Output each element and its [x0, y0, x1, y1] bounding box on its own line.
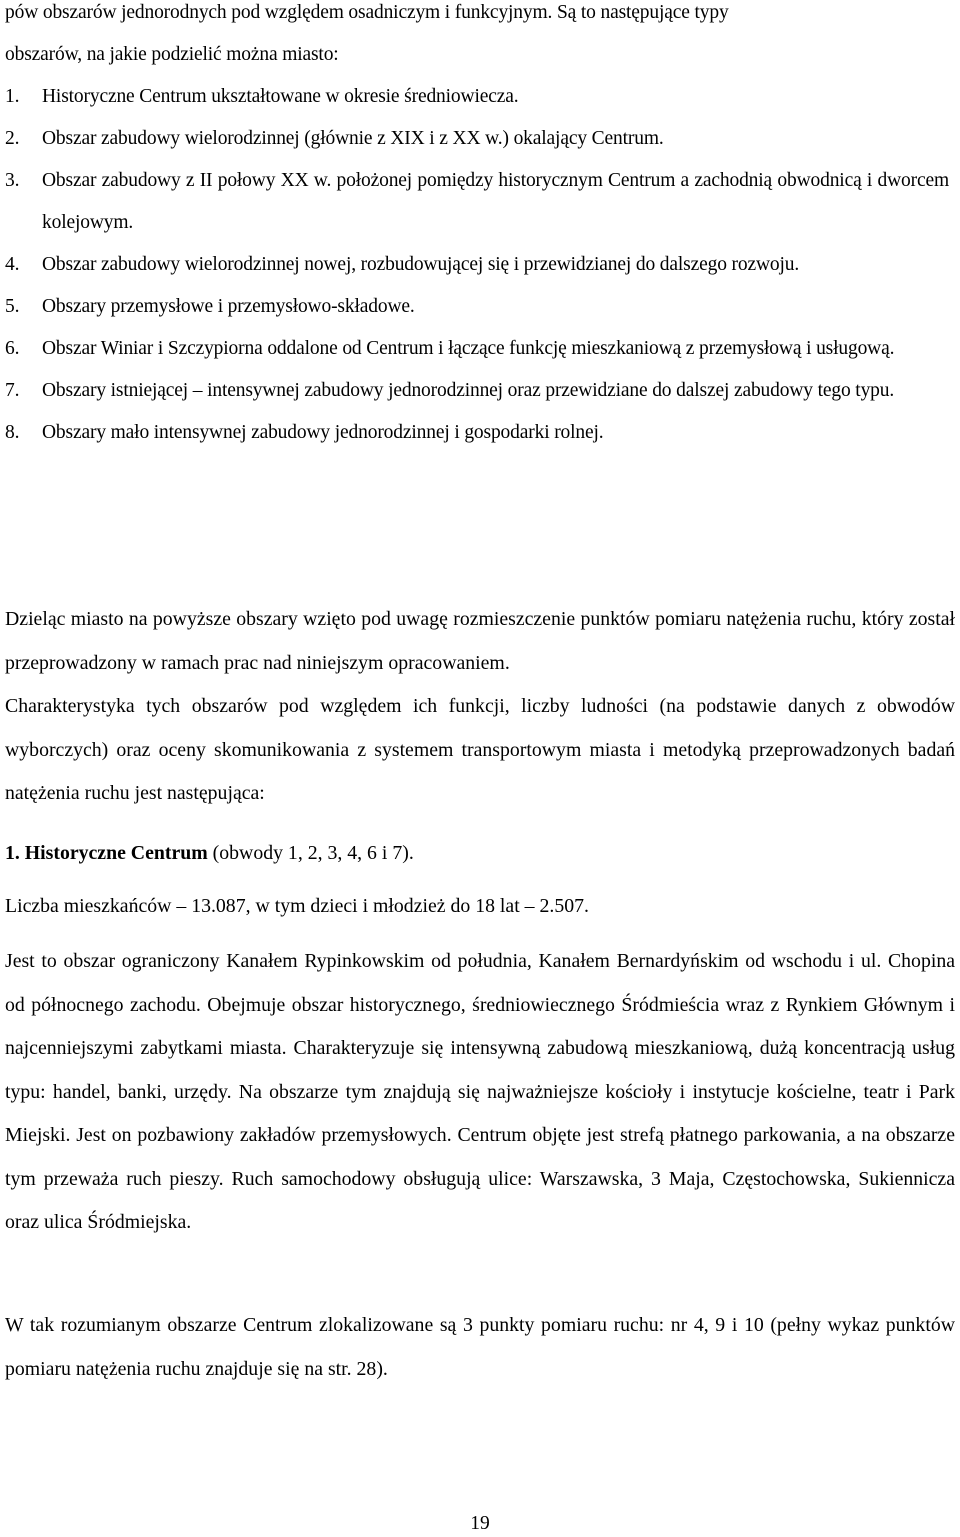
paragraph-measurement-points: W tak rozumianym obszarze Centrum zlokalizowane są 3 punkty pomiaru ruchu: nr 4, 9 i 10 (pełny wykaz punktów pomiaru natężenia ruchu znajduje się na str. 28).: [5, 1314, 955, 1380]
list-item: [5, 286, 955, 328]
list-item: [5, 370, 955, 412]
list-item: [5, 412, 955, 454]
list-item-number: 3.: [5, 170, 20, 191]
section-heading-districts: (obwody 1, 2, 3, 4, 6 i 7).: [207, 842, 414, 864]
list-item: [5, 76, 955, 118]
list-item-text: Obszar zabudowy wielorodzinnej nowej, rozbudowującej się i przewidzianej do dalszego rozwoju.: [42, 254, 800, 275]
list-item-number: 4.: [5, 254, 20, 275]
list-item-text: Obszary przemysłowe i przemysłowo-składowe.: [42, 296, 415, 317]
list-item-number: 2.: [5, 128, 20, 149]
section-heading-title: 1. Historyczne Centrum: [5, 842, 208, 864]
list-item: [5, 118, 955, 160]
intro-text: [5, 0, 955, 76]
list-item-text: Historyczne Centrum ukształtowane w okresie średniowiecza.: [42, 86, 519, 107]
list-item-text: Obszar Winiar i Szczypiorna oddalone od Centrum i łączące funkcję mieszkaniową z przemysłową i usługową.: [42, 338, 895, 359]
list-item-number: 7.: [5, 380, 20, 401]
list-item: [5, 160, 955, 244]
page-number: 19: [470, 1513, 490, 1534]
list-item: [5, 328, 955, 370]
paragraph-description: Jest to obszar ograniczony Kanałem Rypinkowskim od południa, Kanałem Bernardyńskim od wschodu i ul. Chopina od północnego zachodu. Obejmuje obszar historycznego, średniowiecznego Śródmieścia wraz z Rynkiem Głównym i najcenniejszymi zabytkami miasta. Charakteryzuje się intensywną zabudową mieszkaniową, dużą koncentracją usług typu: handel, banki, urzędy. Na obszarze tym znajdują się najważniejsze kościoły i instytucje kościelne, teatr i Park Miejski. Jest on pozbawiony zakładów przemysłowych. Centrum objęte jest strefą płatnego parkowania, a na obszarze tym przeważa ruch pieszy. Ruch samochodowy obsługują ulice: Warszawska, 3 Maja, Częstochowska, Sukiennicza oraz ulica Śródmiejska.: [5, 950, 955, 1233]
list-item-number: 6.: [5, 338, 20, 359]
list-item: [5, 244, 955, 286]
list-item-text: Obszary istniejącej – intensywnej zabudowy jednorodzinnej oraz przewidziane do dalszej zabudowy tego typu.: [42, 380, 895, 401]
paragraph-dividing: Dzieląc miasto na powyższe obszary wzięto pod uwagę rozmieszczenie punktów pomiaru natężenia ruchu, który został przeprowadzony w ramach prac nad niniejszym opracowaniem.: [5, 608, 955, 674]
intro-line-1: pów obszarów jednorodnych pod względem osadniczym i funkcyjnym. Są to następujące typy: [5, 2, 729, 23]
list-item-text: Obszar zabudowy z II połowy XX w. położonej pomiędzy historycznym Centrum a zachodnią obwodnicą i dworcem kolejowym.: [42, 170, 949, 233]
list-item-text: Obszar zabudowy wielorodzinnej (głównie z XIX i z XX w.) okalający Centrum.: [42, 128, 664, 149]
list-item-number: 5.: [5, 296, 20, 317]
section-heading: [5, 832, 955, 876]
list-item-text: Obszary mało intensywnej zabudowy jednorodzinnej i gospodarki rolnej.: [42, 422, 604, 443]
list-item-number: 1.: [5, 86, 20, 107]
intro-line-2: obszarów, na jakie podzielić można miasto:: [5, 44, 339, 65]
population-count: Liczba mieszkańców – 13.087, w tym dzieci i młodzież do 18 lat – 2.507.: [5, 895, 589, 917]
list-item-number: 8.: [5, 422, 20, 443]
area-types-list: [5, 76, 955, 454]
paragraph-characteristics: Charakterystyka tych obszarów pod względem ich funkcji, liczby ludności (na podstawie danych z obwodów wyborczych) oraz oceny skomunikowania z systemem transportowym miasta i metodyką przeprowadzonych badań natężenia ruchu jest następująca:: [5, 695, 955, 804]
